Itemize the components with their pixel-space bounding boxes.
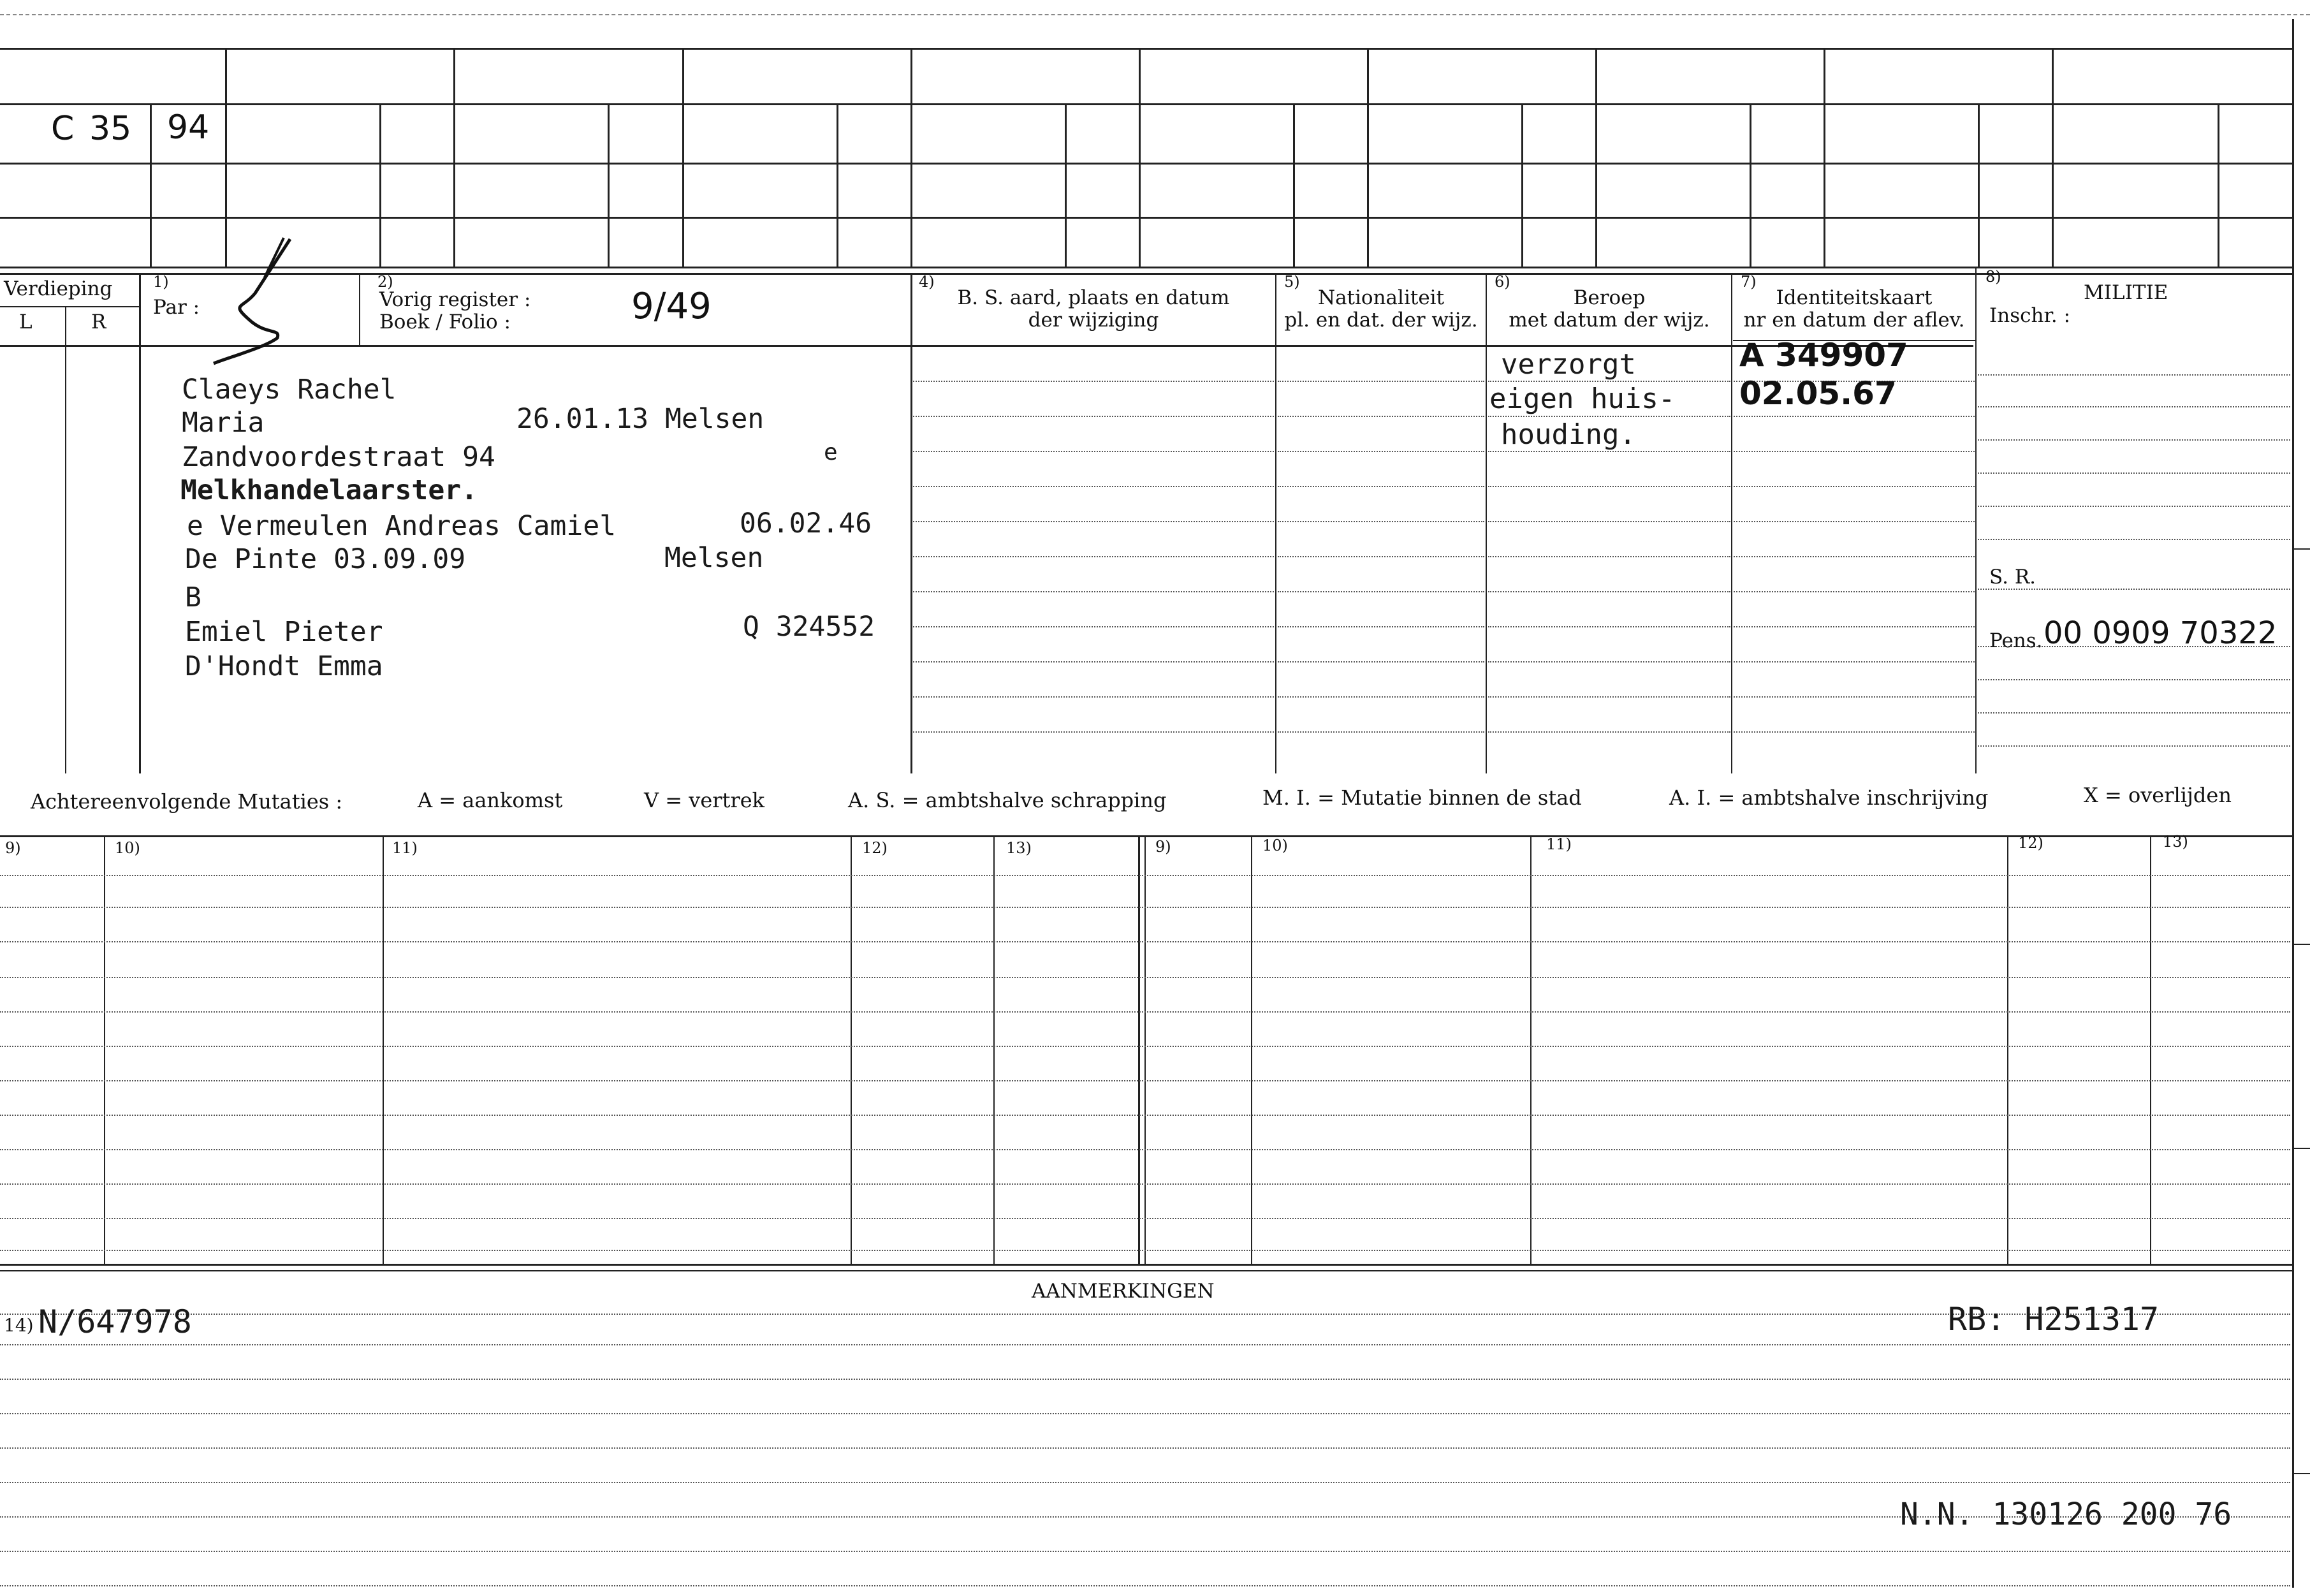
person-line9: D'Hondt Emma: [185, 650, 383, 682]
person-line2a: Maria: [182, 407, 265, 439]
mutaties-col13-right: 13): [2163, 833, 2188, 851]
identiteitskaart-date: 02.05.67: [1739, 375, 1897, 412]
person-line6a: De Pinte 03.09.09: [185, 543, 466, 575]
beroep-header: [1488, 287, 1730, 331]
vorig-register-label: Vorig register :: [379, 288, 531, 311]
par-signature: [204, 233, 293, 370]
aanmerkingen-ref: N/647978: [38, 1303, 192, 1340]
person-line6b: Melsen: [664, 542, 764, 574]
mutaties-title: Achtereenvolgende Mutaties :: [31, 789, 343, 814]
boek-folio-label: Boek / Folio :: [379, 311, 511, 333]
mutaties-legend-as: A. S. = ambtshalve schrapping: [848, 788, 1167, 812]
person-line5a: e Vermeulen Andreas Camiel: [187, 510, 617, 542]
mutaties-col11-left: 11): [392, 839, 418, 857]
beroep-line1: verzorgt: [1501, 348, 1636, 381]
mutaties-legend-a: A = aankomst: [418, 788, 563, 812]
beroep-header-line2: met datum der wijz.: [1509, 308, 1710, 332]
aanmerkingen-rb: RB: H251317: [1948, 1301, 2160, 1338]
mutaties-col10-right: 10): [1262, 837, 1288, 854]
identiteitskaart-number: A 349907: [1739, 337, 1908, 374]
mutaties-col9-left: 9): [5, 839, 21, 857]
person-line8b: Q 324552: [743, 611, 875, 643]
person-line8a: Emiel Pieter: [185, 616, 383, 648]
field-1-number: 1): [153, 273, 169, 291]
mutaties-legend-x: X = overlijden: [2084, 783, 2232, 807]
identiteitskaart-header-line2: nr en datum der aflev.: [1743, 308, 1965, 332]
header-number: 35: [89, 110, 132, 148]
identiteitskaart-header-line1: Identiteitskaart: [1776, 286, 1933, 309]
inschr-label: Inschr. :: [1989, 304, 2071, 327]
header-letter: C: [51, 110, 75, 148]
mutaties-col11-right: 11): [1546, 835, 1572, 853]
mutaties-legend-ai: A. I. = ambtshalve inschrijving: [1669, 786, 1989, 810]
verdieping-right-label: R: [91, 311, 106, 333]
person-line3b: e: [824, 439, 838, 465]
person-line2b: 26.01.13 Melsen: [516, 403, 764, 435]
person-line7: B: [185, 582, 201, 613]
bs-header-line1: B. S. aard, plaats en datum: [957, 286, 1230, 309]
mutaties-col12-right: 12): [2018, 834, 2043, 852]
field-4-number: 4): [919, 273, 935, 291]
par-label: Par :: [153, 296, 200, 319]
identiteitskaart-header: [1734, 287, 1975, 331]
verdieping-left-label: L: [19, 311, 33, 333]
person-line5b: 06.02.46: [740, 508, 872, 539]
header-house: 94: [167, 108, 210, 147]
nationaliteit-header-line1: Nationaliteit: [1317, 286, 1445, 309]
pens-label: Pens.: [1989, 629, 2043, 652]
boek-folio-value: 9/49: [631, 286, 712, 327]
beroep-line3: houding.: [1501, 418, 1636, 451]
field-5-number: 5): [1284, 273, 1300, 291]
person-line3a: Zandvoordestraat 94: [182, 441, 495, 473]
person-line1: Claeys Rachel: [182, 374, 397, 406]
mutaties-col10-left: 10): [115, 839, 140, 857]
bs-header-line2: der wijziging: [1028, 308, 1159, 332]
pens-value: 00 0909 70322: [2043, 615, 2277, 651]
beroep-header-line1: Beroep: [1573, 286, 1646, 309]
person-line4: Melkhandelaarster.: [180, 474, 478, 506]
field-14-number: 14): [4, 1315, 34, 1336]
nationaliteit-header-line2: pl. en dat. der wijz.: [1284, 308, 1478, 332]
field-6-number: 6): [1495, 273, 1510, 291]
field-8-number: 8): [1985, 268, 2001, 286]
militie-header: MILITIE: [2084, 281, 2168, 304]
aanmerkingen-nn: N.N. 130126 200 76: [1900, 1497, 2232, 1532]
beroep-line2: eigen huis-: [1489, 383, 1676, 415]
mutaties-legend-v: V = vertrek: [644, 788, 765, 812]
mutaties-col12-left: 12): [862, 839, 888, 857]
mutaties-col13-left: 13): [1006, 839, 1032, 857]
nationaliteit-header: [1278, 287, 1484, 331]
aanmerkingen-title: AANMERKINGEN: [1032, 1280, 1215, 1303]
bs-header: [913, 287, 1274, 331]
field-7-number: 7): [1741, 273, 1757, 291]
sr-label: S. R.: [1989, 566, 2036, 589]
field-2-number: 2): [377, 273, 393, 291]
mutaties-col9-right: 9): [1155, 838, 1171, 856]
verdieping-label: Verdieping: [4, 277, 113, 300]
mutaties-legend-mi: M. I. = Mutatie binnen de stad: [1262, 786, 1582, 810]
